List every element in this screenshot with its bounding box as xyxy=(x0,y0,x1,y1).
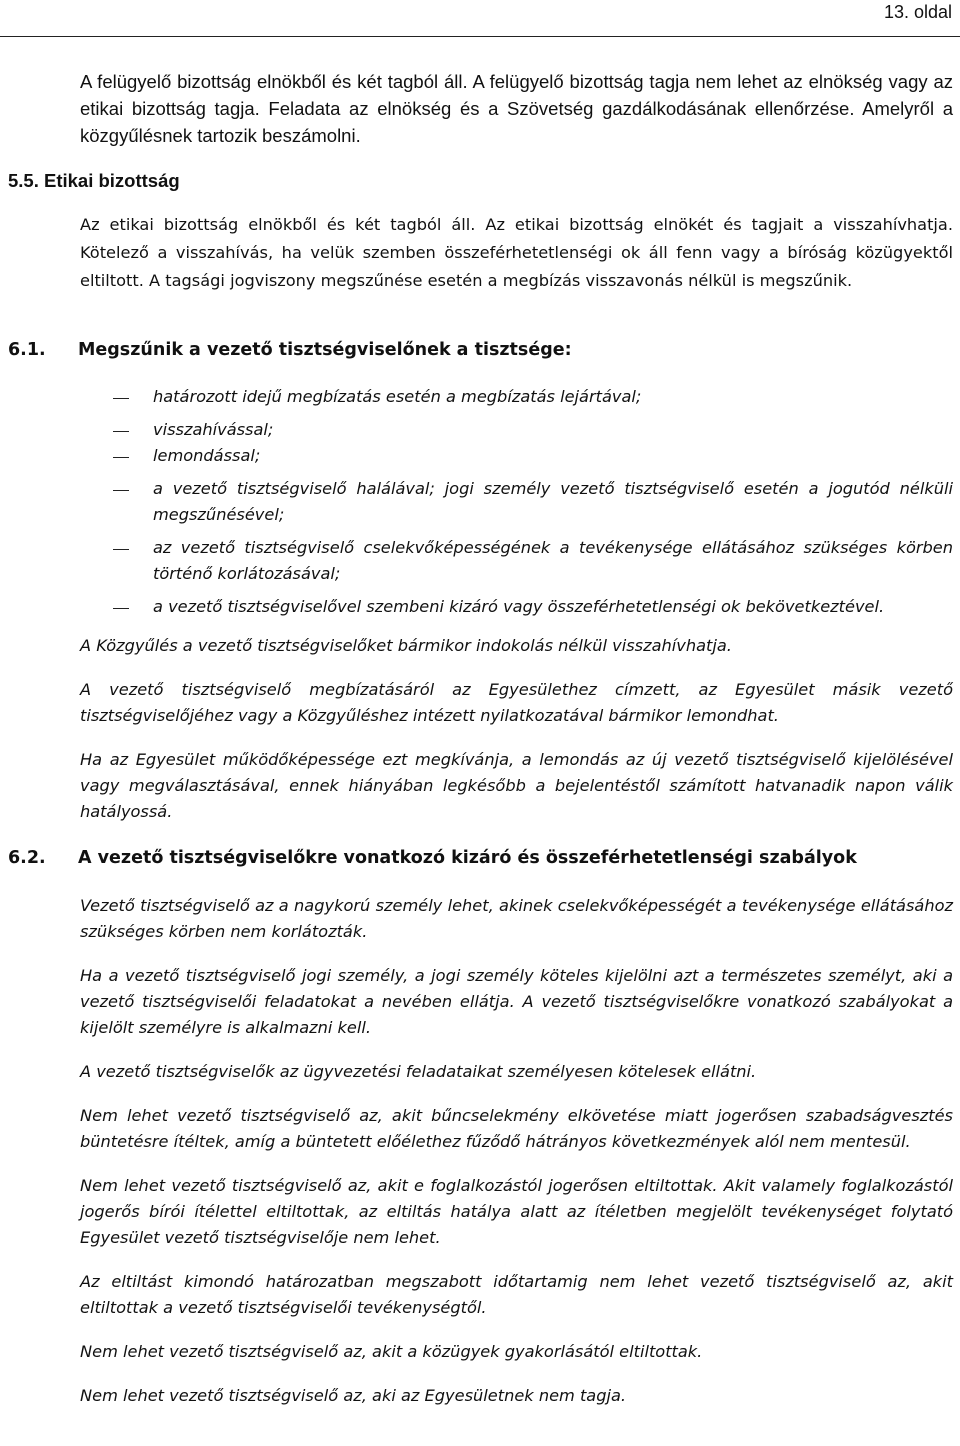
header-divider xyxy=(0,36,960,37)
section-6-2-paragraphs xyxy=(80,893,953,1409)
paragraph: Nem lehet vezető tisztségviselő az, aki az Egyesületnek nem tagja. xyxy=(80,1386,627,1405)
section-6-1-heading xyxy=(8,340,572,360)
section-6-1-paragraphs xyxy=(80,633,953,825)
section-5-5-paragraph: Az etikai bizottság elnökből és két tagból áll. Az etikai bizottság elnökét és tagjait a visszahívhatja. Kötelező a visszahívás, ha velük szemben összeférhetetlenségi ok áll fenn vagy a bíróság közügyektől eltiltott. A tagsági jogviszony megszűnése esetén a megbízás visszavonás nélkül is megszűnik. xyxy=(80,215,953,290)
page-number: 13. oldal xyxy=(883,2,952,22)
paragraph: Nem lehet vezető tisztségviselő az, akit e foglalkozástól jogerősen eltiltottak. Akit valamely foglalkozástól jogerős bírói ítélettel eltiltottak, az eltiltás hatálya alatt az ítéletben megjelölt tevékenységet folytató Egyesület vezető tisztségviselője nem lehet. xyxy=(80,1176,953,1247)
list-item: határozott idejű megbízatás esetén a megbízatás lejártával; xyxy=(80,384,953,410)
paragraph: Ha a vezető tisztségviselő jogi személy, a jogi személy köteles kijelölni azt a természetes személyt, aki a vezető tisztségviselői feladatokat a nevében ellátja. A vezető tisztségviselőkre vonatkozó szabályokat a kijelölt személyre is alkalmazni kell. xyxy=(80,966,953,1037)
intro-paragraph: A felügyelő bizottság elnökből és két tagból áll. A felügyelő bizottság tagja nem lehet az elnökség vagy az etikai bizottság tagja. Feladata az elnökség és a Szövetség gazdálkodásának ellenőrzése. Amelyről a közgyűlésnek tartozik beszámolni. xyxy=(80,71,953,146)
paragraph: A vezető tisztségviselő megbízatásáról az Egyesülethez címzett, az Egyesület másik vezető tisztségviselőjéhez vagy a Közgyűléshez intézett nyilatkozatával bármikor lemondhat. xyxy=(80,680,953,725)
section-6-1-number: 6.1. xyxy=(8,340,46,360)
list-item: az vezető tisztségviselő cselekvőképességének a tevékenysége ellátásához szükséges körben történő korlátozásával; xyxy=(80,535,953,587)
termination-list xyxy=(80,384,953,620)
list-item: a vezető tisztségviselő halálával; jogi személy vezető tisztségviselő esetén a jogutód nélküli megszűnésével; xyxy=(80,476,953,528)
section-6-2-heading xyxy=(8,848,857,868)
section-6-2-number: 6.2. xyxy=(8,848,46,868)
paragraph: Nem lehet vezető tisztségviselő az, akit bűncselekmény elkövetése miatt jogerősen szabadságvesztés büntetésre ítéltek, amíg a büntetett előélethez fűződő hátrányos következmények alól nem mentesül. xyxy=(80,1106,953,1151)
paragraph: A Közgyűlés a vezető tisztségviselőket bármikor indokolás nélkül visszahívhatja. xyxy=(80,636,732,655)
section-6-2-title: A vezető tisztségviselőkre vonatkozó kizáró és összeférhetetlenségi szabályok xyxy=(78,848,857,868)
paragraph: Nem lehet vezető tisztségviselő az, akit a közügyek gyakorlásától eltiltottak. xyxy=(80,1342,703,1361)
section-6-1-list-block xyxy=(80,384,953,627)
intro-block xyxy=(80,68,953,149)
section-6-1-title: Megszűnik a vezető tisztségviselőnek a tisztsége: xyxy=(78,340,572,360)
paragraph: Ha az Egyesület működőképessége ezt megkívánja, a lemondás az új vezető tisztségviselő kijelölésével vagy megválasztásával, ennek hiányában legkésőbb a bejelentéstől számított hatvanadik napon válik hatályossá. xyxy=(80,750,953,821)
list-item: a vezető tisztségviselővel szembeni kizáró vagy összeférhetetlenségi ok bekövetkeztével. xyxy=(80,594,953,620)
paragraph: Az eltiltást kimondó határozatban megszabott időtartamig nem lehet vezető tisztségviselő az, akit eltiltottak a vezető tisztségviselői tevékenységtől. xyxy=(80,1272,953,1317)
paragraph: Vezető tisztségviselő az a nagykorú személy lehet, akinek cselekvőképességét a tevékenysége ellátásához szükséges körben nem korlátozták. xyxy=(80,896,953,941)
paragraph: A vezető tisztségviselők az ügyvezetési feladataikat személyesen kötelesek ellátni. xyxy=(80,1062,757,1081)
list-item: visszahívással; xyxy=(80,417,953,443)
list-item: lemondással; xyxy=(80,443,953,469)
section-5-5-title: 5.5. Etikai bizottság xyxy=(8,170,180,191)
section-5-5-block xyxy=(80,211,953,295)
